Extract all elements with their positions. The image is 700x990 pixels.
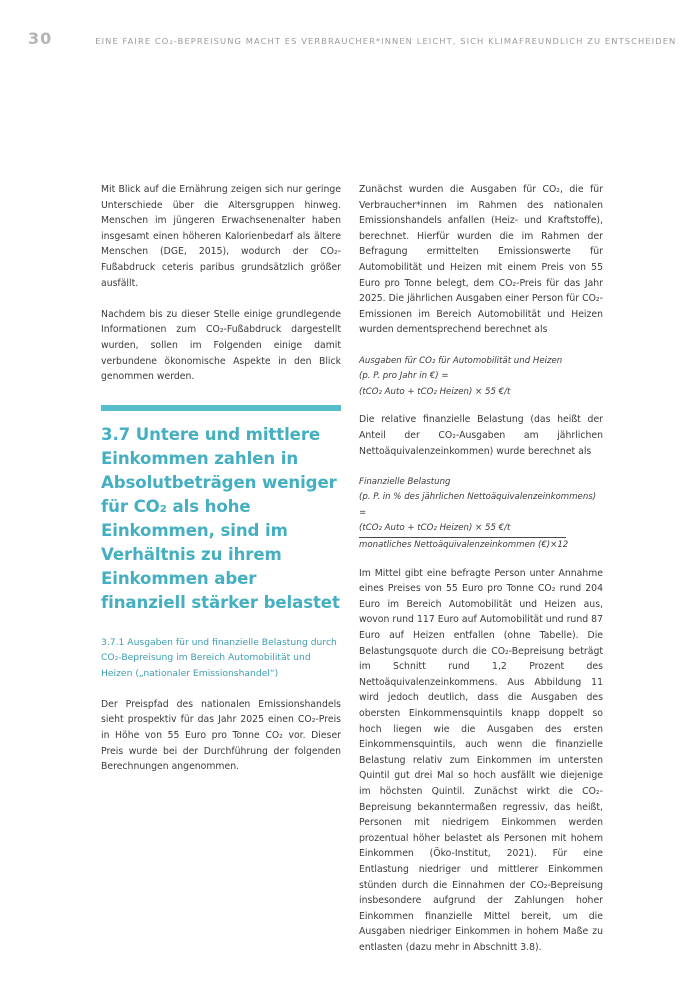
formula-line: Finanzielle Belastung [359, 476, 451, 487]
formula-denominator: monatliches Nettoäquivalenzeinkommen (€)×12 [359, 540, 569, 551]
page-header [28, 29, 680, 48]
section-heading: 3.7 Untere und mittlere Einkommen zahlen in Absolutbeträgen weniger für CO₂ als hohe Einkommen, sind im Verhältnis zu ihrem Einkommen aber finanziell stärker belastet [101, 424, 340, 612]
paragraph: Mit Blick auf die Ernährung zeigen sich nur geringe Unterschiede über die Altersgruppen hinweg. Menschen im jüngeren Erwachsenenalter haben insgesamt einen höheren Kalorienbedarf als ältere Menschen (DGE, 2015), wodurch der CO₂-Fußabdruck ceteris paribus grundsätzlich größer ausfällt. [101, 184, 341, 289]
left-column [101, 182, 341, 775]
subsection-heading: 3.7.1 Ausgaben für und finanzielle Belastung durch CO₂-Bepreisung im Bereich Automobilität und Heizen („nationaler Emissionshandel“) [101, 636, 337, 679]
section-accent-bar [101, 405, 341, 411]
running-title: EINE FAIRE CO₂-BEPREISUNG MACHT ES VERBRAUCHER*INNEN LEICHT, SICH KLIMAFREUNDLICH ZU ENTSCHEIDEN [95, 36, 677, 46]
formula-line: Ausgaben für CO₂ für Automobilität und Heizen [359, 355, 563, 366]
formula-line: (p. P. pro Jahr in €) = [359, 371, 449, 382]
formula-burden [359, 475, 603, 554]
page-number: 30 [28, 29, 53, 48]
formula-numerator: (tCO₂ Auto + tCO₂ Heizen) × 55 €/t [359, 523, 511, 534]
formula-line: (tCO₂ Auto + tCO₂ Heizen) × 55 €/t [359, 386, 511, 397]
formula-expenses [359, 354, 603, 401]
formula-line: (p. P. in % des jährlichen Nettoäquivalenzeinkommens) = [359, 492, 597, 518]
paragraph: Die relative finanzielle Belastung (das heißt der Anteil der CO₂-Ausgaben am jährlichen Nettoäquivalenzeinkommen) wurde berechnet als [359, 414, 603, 457]
right-column [359, 182, 603, 956]
paragraph: Im Mittel gibt eine befragte Person unter Annahme eines Preises von 55 Euro pro Tonne CO₂ rund 204 Euro im Bereich Automobilität und Heizen aus, wovon rund 117 Euro auf Automobilität und rund 87 Euro auf Heizen entfallen (ohne Tabelle). Die Belastungsquote durch die CO₂-Bepreisung beträgt im Schnitt rund 1,2 Prozent des Nettoäquivalenzeinkommens. Aus Abbildung 11 wird jedoch deutlich, dass die Ausgaben des obersten Einkommensquintils knapp doppelt so hoch liegen wie die Ausgaben des ersten Einkommensquintils, auch wenn die finanzielle Belastung relativ zum Einkommen im untersten Quintil gut drei Mal so hoch ausfällt wie diejenige im höchsten Quintil. Zunächst wirkt die CO₂-Bepreisung bekanntermaßen regressiv, das heißt, Personen mit niedrigem Einkommen werden prozentual höher belastet als Personen mit hohem Einkommen (Öko-Institut, 2021). Für eine Entlastung niedriger und mittlerer Einkommen stünden durch die Einnahmen der CO₂-Bepreisung insbesondere aufgrund der Zahlungen hoher Einkommen finanzielle Mittel bereit, um die Ausgaben niedriger Einkommen in hohem Maße zu entlasten (dazu mehr in Abschnitt 3.8). [359, 567, 603, 953]
paragraph: Der Preispfad des nationalen Emissionshandels sieht prospektiv für das Jahr 2025 einen CO₂-Preis in Höhe von 55 Euro pro Tonne CO₂ vor. Dieser Preis wurde bei der Durchführung der folgenden Berechnungen angenommen. [101, 698, 341, 773]
paragraph: Zunächst wurden die Ausgaben für CO₂, die für Verbraucher*innen im Rahmen des nationalen Emissionshandels anfallen (Heiz- und Kraftstoffe), berechnet. Hierfür wurden die im Rahmen der Befragung ermittelten Emissionswerte für Automobilität und Heizen mit einem Preis von 55 Euro pro Tonne belegt, dem CO₂-Preis für das Jahr 2025. Die jährlichen Ausgaben einer Person für CO₂-Emissionen im Bereich Automobilität und Heizen wurden dementsprechend berechnet als [359, 184, 603, 336]
paragraph: Nachdem bis zu dieser Stelle einige grundlegende Informationen zum CO₂-Fußabdruck dargestellt wurden, sollen im Folgenden einige damit verbundene ökonomische Aspekte in den Blick genommen werden. [101, 308, 341, 383]
